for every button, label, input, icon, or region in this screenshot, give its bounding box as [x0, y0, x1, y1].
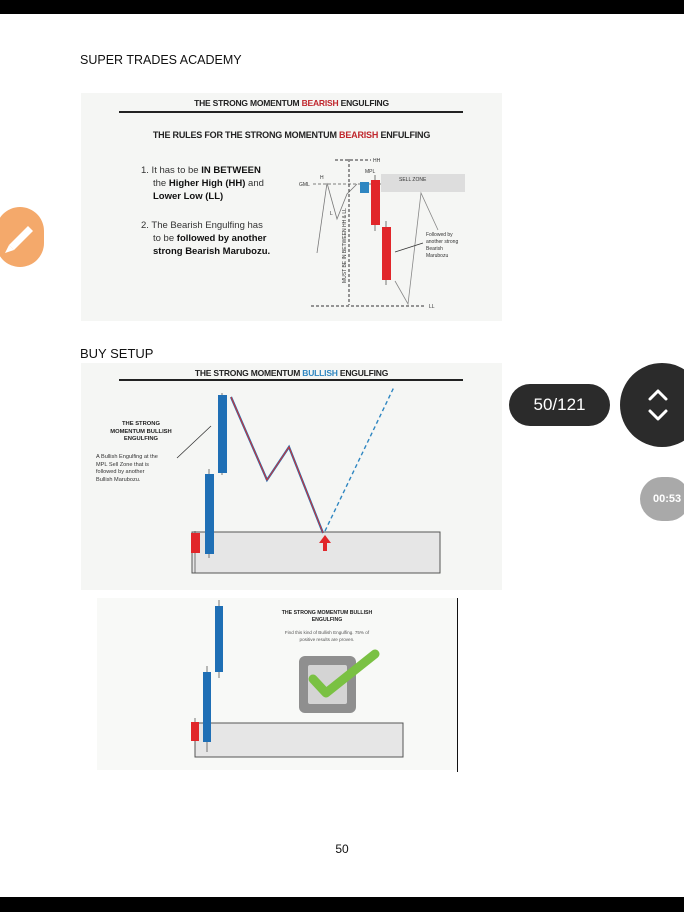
desc-line-3: followed by another [96, 469, 145, 475]
annotation-pointer [177, 426, 211, 458]
rules-prefix: THE RULES FOR THE STRONG MOMENTUM [152, 130, 340, 140]
red-candle [191, 533, 200, 553]
page-scroll-button[interactable] [620, 363, 684, 447]
bullish-proven-panel [97, 598, 457, 770]
note-arrow [395, 243, 423, 252]
proven-description [275, 629, 379, 643]
h-label: H [320, 175, 324, 181]
pencil-icon [0, 207, 44, 267]
header-highlight: BEARISH [301, 98, 339, 108]
blue-candle-2 [218, 395, 227, 473]
edit-button[interactable] [0, 207, 44, 267]
timer-badge[interactable]: 00:53 [640, 477, 684, 521]
vertical-range-label: MUST BE IN BETWEEN HH & LL [342, 208, 348, 283]
desc-line-4: Bullish Marubozu. [96, 476, 141, 483]
mpl-zone [192, 532, 440, 573]
header-prefix: THE STRONG MOMENTUM [194, 368, 303, 378]
bullish-diagram [81, 363, 502, 590]
header-suffix: ENGULFING [338, 98, 389, 108]
page-counter: 50/121 [509, 384, 610, 426]
rule1-e: and [245, 178, 264, 189]
rules-suffix: ENFULFING [378, 130, 431, 140]
rule1-b: IN BETWEEN [201, 165, 261, 176]
projection-line [325, 387, 394, 531]
header-highlight: BULLISH [302, 368, 338, 378]
gml-label: GML [299, 182, 310, 188]
desc-line-2: positive results are proven. [299, 637, 355, 642]
header-prefix: THE STRONG MOMENTUM [194, 98, 302, 108]
rule2-b: to be [153, 233, 177, 244]
bearish-diagram [81, 93, 502, 321]
title-line-3: ENGULFING [123, 436, 159, 442]
rule1-f: Lower Low (LL) [153, 191, 224, 202]
sell-zone-label: SELL ZONE [399, 177, 427, 183]
l-label: L [330, 211, 333, 217]
bearish-engulfing-panel [81, 93, 502, 321]
rule2-c: followed by another [176, 233, 267, 244]
top-system-bar [0, 0, 684, 14]
desc-line-2: MPL Sell Zone that is [96, 461, 149, 468]
bullish-engulfing-panel [81, 363, 502, 590]
rule1-a: 1. It has to be [141, 165, 202, 176]
title-line-2: MOMENTUM BULLISH [110, 428, 172, 435]
blue-candle-2 [215, 606, 223, 672]
red-candle-2 [382, 227, 391, 280]
note-line-3: Bearish [426, 246, 443, 252]
rule1-d: Higher High (HH) [168, 178, 246, 189]
document-title: SUPER TRADES ACADEMY [80, 53, 242, 67]
header-suffix: ENGULFING [337, 368, 389, 378]
title-line-2: ENGULFING [311, 617, 343, 623]
blue-candle [360, 182, 369, 193]
rules-highlight: BEARISH [339, 130, 379, 140]
mpl-label: MPL [365, 169, 376, 175]
note-line-2: another strong [426, 239, 459, 245]
proven-title [277, 610, 377, 624]
ll-label: LL [429, 304, 435, 310]
red-candle-1 [371, 180, 380, 225]
zone-band [195, 723, 403, 757]
desc-line-1: A Bullish Engulfing at the [96, 454, 158, 460]
buy-setup-label: BUY SETUP [80, 346, 154, 361]
hh-label: HH [373, 158, 381, 164]
pullback-path-red [231, 397, 323, 533]
note-line-1: Followed by [426, 232, 453, 238]
chevron-up-down-icon [620, 363, 684, 447]
page-number: 50 [335, 842, 349, 856]
blue-candle-1 [203, 672, 211, 742]
note-line-4: Marubozu [426, 253, 449, 259]
bottom-system-bar [0, 897, 684, 912]
title-line-1: THE STRONG [121, 421, 160, 427]
title-line-1: THE STRONG MOMENTUM BULLISH [281, 610, 373, 616]
red-candle [191, 722, 199, 741]
rule2-a: 2. The Bearish Engulfing has [141, 220, 263, 231]
price-path [317, 183, 357, 253]
blue-candle-1 [205, 474, 214, 554]
rule2-d: strong Bearish Marubozu. [153, 246, 271, 257]
rule1-c: the [153, 178, 169, 189]
panel-divider [457, 598, 458, 772]
desc-line-1: Find this kind of Bullish Engulfing. 75% of [284, 630, 370, 635]
